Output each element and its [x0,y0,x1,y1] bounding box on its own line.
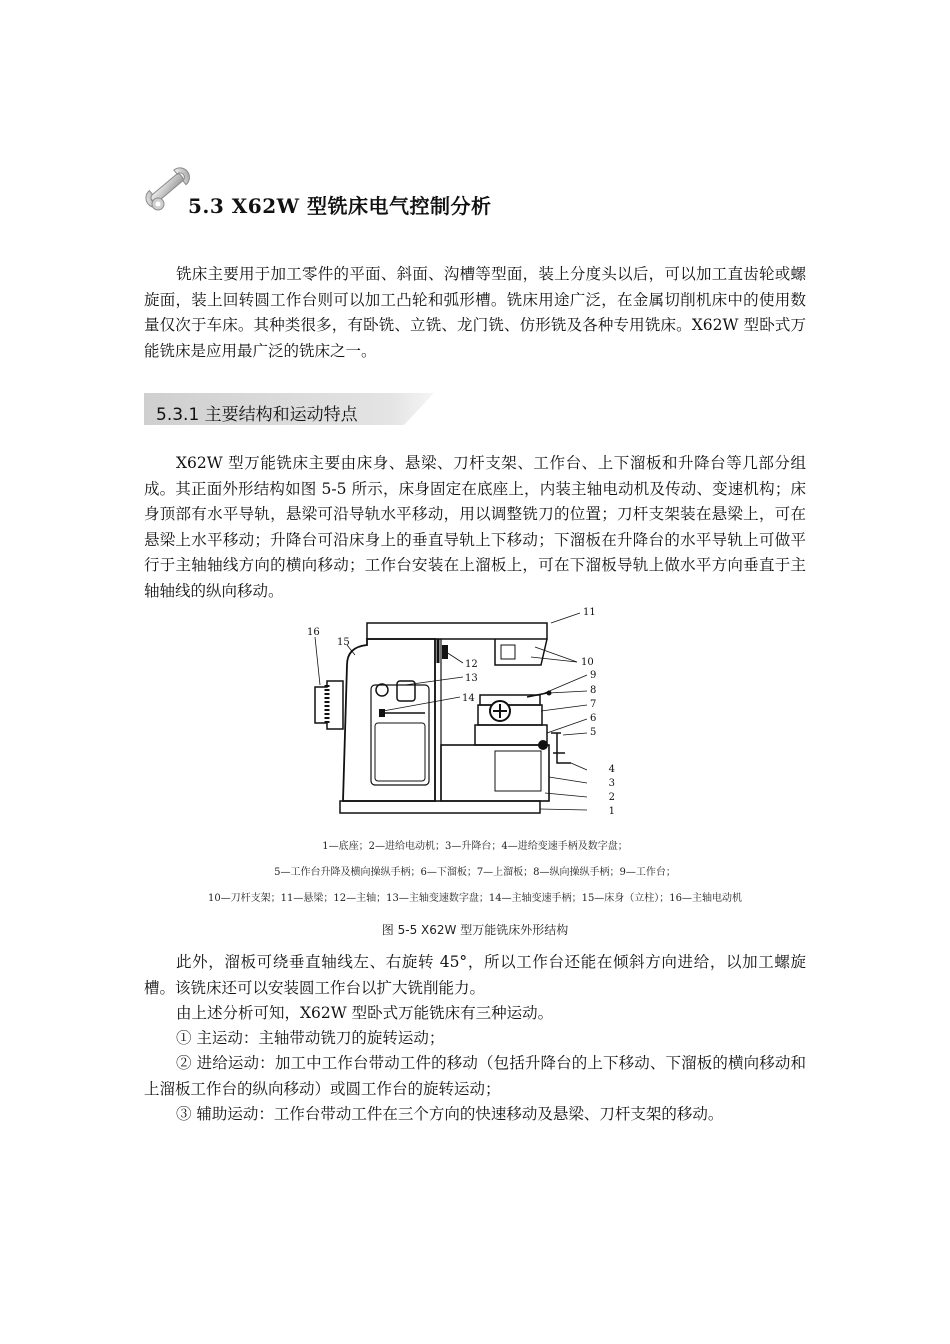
callout-12: 12 [465,659,478,670]
callout-15: 15 [337,637,350,648]
callout-9: 9 [590,670,597,681]
callout-5: 5 [590,727,597,738]
base-part [340,801,540,813]
overarm-part [367,623,547,639]
callout-14: 14 [462,693,475,704]
callout-2: 2 [608,792,615,803]
callout-1: 1 [608,806,615,817]
motion-item-aux: ③ 辅助运动：工作台带动工件在三个方向的快速移动及悬梁、刀杆支架的移动。 [176,1105,724,1123]
milling-machine-figure [295,605,615,820]
motion-item-main: ① 主运动：主轴带动铣刀的旋转运动； [176,1029,445,1047]
structure-paragraph: X62W 型万能铣床主要由床身、悬梁、刀杆支架、工作台、上下溜板和升降台等几部分组成。其正面外形结构如图 5-5 所示，床身固定在底座上，内装主轴电动机及传动、变速机构；床身顶部有水平导轨，悬梁可沿导轨水平移动，用以调整铣刀的位置；刀杆支架装在悬梁上，可在悬梁上水平移动；升降台可沿床身上的垂直导轨上下移动；下溜板在升降台的水平导轨上可做平行于主轴轴线方向的横向移动；工作台安装在上溜板上，可在下溜板导轨上做水平方向垂直于主轴轴线的纵向移动。 [144,454,806,600]
callout-4: 4 [608,764,615,775]
callout-13: 13 [465,673,478,684]
callout-7: 7 [590,699,597,710]
after-paragraph: 此外，溜板可绕垂直轴线左、右旋转 45°，所以工作台还能在倾斜方向进给，以加工螺旋槽。该铣床还可以安装圆工作台以扩大铣削能力。 [144,953,806,997]
section-title: 5.3 X62W 型铣床电气控制分析 [188,194,492,218]
callout-8: 8 [590,685,597,696]
speed-dial-part [376,684,388,696]
callout-11: 11 [583,607,596,618]
figure-legend-line-1: 1—底座；2—进给电动机；3—升降台；4—进给变速手柄及数字盘； [322,841,628,852]
section-heading [140,160,820,230]
figure-title: 图 5-5 X62W 型万能铣床外形结构 [381,923,569,937]
motion-intro: 由上述分析可知，X62W 型卧式万能铣床有三种运动。 [176,1004,554,1022]
figure-legend-line-2: 5—工作台升降及横向操纵手柄；6—下溜板；7—上溜板；8—纵向操纵手柄；9—工作台； [274,867,676,878]
motion-item-feed: ② 进给运动：加工中工作台带动工件的移动（包括升降台的上下移动、下溜板的横向移动和上溜板工作台的纵向移动）或圆工作台的旋转运动； [144,1054,806,1098]
callout-10: 10 [581,657,594,668]
callout-16: 16 [307,627,320,638]
arbor-support-part [495,639,547,665]
subsection-title: 5.3.1 主要结构和运动特点 [156,405,358,425]
figure-legend-line-3: 10—刀杆支架；11—悬梁；12—主轴；13—主轴变速数字盘；14—主轴变速手柄；15—床身（立柱）；16—主轴电动机 [207,893,743,904]
intro-paragraph: 铣床主要用于加工零件的平面、斜面、沟槽等型面，装上分度头以后，可以加工直齿轮或螺旋面，装上回转圆工作台则可以加工凸轮和弧形槽。铣床用途广泛，在金属切削机床中的使用数量仅次于车床。其种类很多，有卧铣、立铣、龙门铣、仿形铣及各种专用铣床。X62W 型卧式万能铣床是应用最广泛的铣床之一。 [144,265,806,360]
subsection-heading [144,393,434,425]
callout-3: 3 [608,778,615,789]
callout-6: 6 [590,713,597,724]
column-part [343,639,435,801]
